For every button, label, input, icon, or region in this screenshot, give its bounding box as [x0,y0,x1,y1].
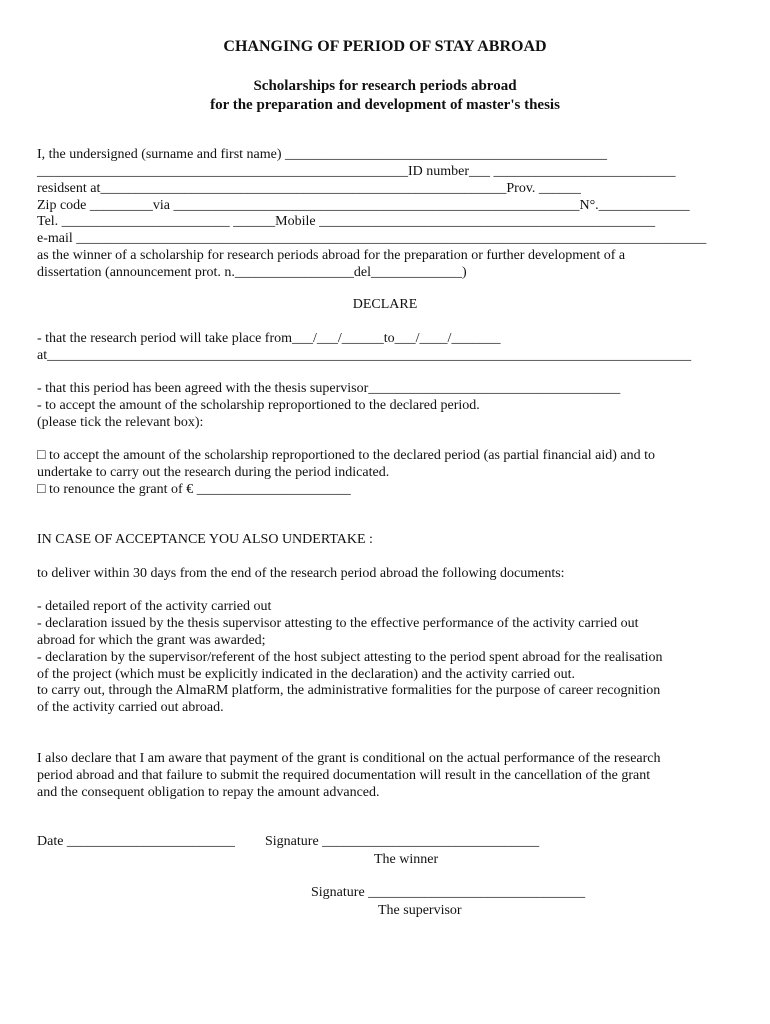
awareness-statement-line-3: and the consequent obligation to repay the amount advanced. [37,785,380,800]
document-subtitle-line-1: Scholarships for research periods abroad [253,78,517,94]
date-field[interactable]: Date ________________________ [37,834,235,849]
declare-heading: DECLARE [352,297,418,312]
document-item-host-declaration: - declaration by the supervisor/referent of the host subject attesting to the period spent abroad for the realisation [37,650,663,665]
document-title: CHANGING OF PERIOD OF STAY ABROAD [223,38,547,55]
option-renounce-row [37,481,351,498]
acceptance-heading: IN CASE OF ACCEPTANCE YOU ALSO UNDERTAKE : [37,532,373,547]
document-item-supervisor-declaration: - declaration issued by the thesis supervisor attesting to the effective performance of the activity carried out [37,616,639,631]
accept-amount-statement: - to accept the amount of the scholarship reproportioned to the declared period. [37,398,480,413]
renounce-checkbox[interactable]: □ [37,482,46,497]
applicant-id-number-field[interactable]: _____________________________________________________ID number___ __________________________ [37,164,676,179]
document-item-host-declaration-cont: of the project (which must be explicitly indicated in the declaration) and the activity carried out. [37,667,576,682]
applicant-residence-field[interactable]: residsent at__________________________________________________________Prov. ______ [37,181,581,196]
deliver-statement: to deliver within 30 days from the end of the research period abroad the following documents: [37,566,565,581]
applicant-phone-field[interactable]: Tel. ________________________ ______Mobile ________________________________________________ [37,214,656,229]
applicant-address-field[interactable]: Zip code _________via __________________________________________________________N°._____________ [37,198,690,213]
awareness-statement-line-2: period abroad and that failure to submit the required documentation will result in the cancellation of the grant [37,768,651,783]
document-subtitle-line-2: for the preparation and development of master's thesis [210,97,560,113]
document-item-supervisor-declaration-cont: abroad for which the grant was awarded; [37,633,266,648]
option-accept-label: to accept the amount of the scholarship reproportioned to the declared period (as partial financial aid) and to [45,448,656,463]
almarm-formalities-statement-cont: of the activity carried out abroad. [37,700,224,715]
winner-signature-field[interactable]: Signature _______________________________ [265,834,540,849]
thesis-supervisor-field[interactable]: - that this period has been agreed with the thesis supervisor____________________________________ [37,381,621,396]
announcement-field[interactable]: dissertation (announcement prot. n._________________del_____________) [37,265,467,280]
option-renounce-label[interactable]: to renounce the grant of € ______________________ [45,482,351,497]
option-accept-row [37,447,655,464]
winner-caption: The winner [374,852,439,867]
document-item-report: - detailed report of the activity carried out [37,599,272,614]
supervisor-caption: The supervisor [378,903,462,918]
almarm-formalities-statement: to carry out, through the AlmaRM platform, the administrative formalities for the purpose of career recognition [37,683,661,698]
option-accept-label-continued: undertake to carry out the research during the period indicated. [37,465,390,480]
awareness-statement-line-1: I also declare that I am aware that payment of the grant is conditional on the actual performance of the research [37,751,661,766]
research-period-dates-field[interactable]: - that the research period will take place from___/___/______to___/____/_______ [37,331,501,346]
research-location-field[interactable]: at____________________________________________________________________________________________ [37,348,692,363]
applicant-email-field[interactable]: e-mail __________________________________________________________________________________________ [37,231,707,246]
accept-checkbox[interactable]: □ [37,448,46,463]
supervisor-signature-field[interactable]: Signature _______________________________ [311,885,586,900]
tick-instruction: (please tick the relevant box): [37,415,204,430]
applicant-name-field[interactable]: I, the undersigned (surname and first name) ______________________________________________ [37,147,608,162]
winner-statement-line-1: as the winner of a scholarship for research periods abroad for the preparation or further development of a [37,248,626,263]
